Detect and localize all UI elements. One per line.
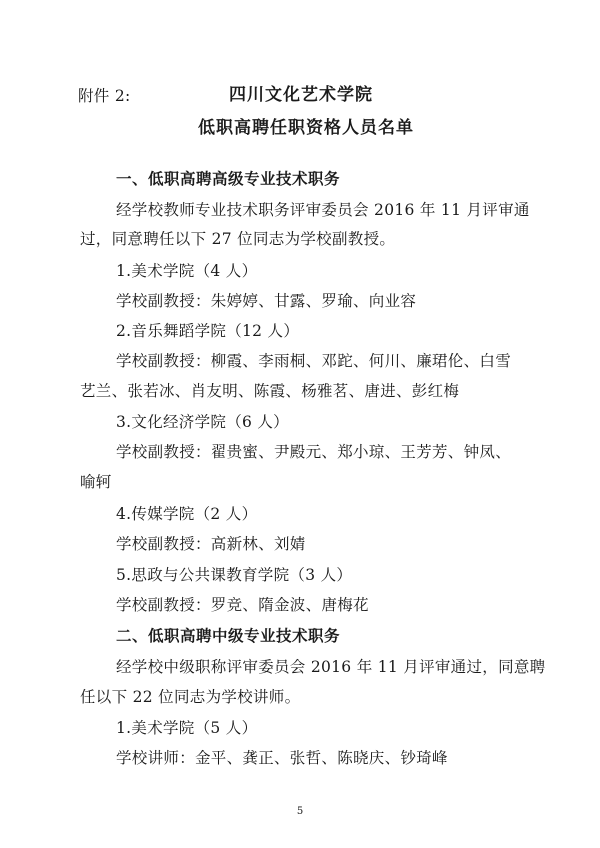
group-line: 喻轲 (80, 473, 112, 491)
group-heading: 5.思政与公共课教育学院（3 人） (116, 566, 353, 584)
group-heading: 1.美术学院（4 人） (116, 262, 258, 280)
group-heading: 1.美术学院（5 人） (116, 719, 258, 737)
group-line: 学校副教授：高新林、刘婧 (116, 535, 306, 553)
section1-heading: 一、低职高聘高级专业技术职务 (116, 170, 341, 188)
section1-intro-line1: 经学校教师专业技术职务评审委员会 2016 年 11 月评审通 (116, 201, 530, 219)
group-heading: 3.文化经济学院（6 人） (116, 413, 289, 431)
group-line: 学校副教授：罗竞、隋金波、唐梅花 (116, 596, 369, 614)
section2-intro-line1: 经学校中级职称评审委员会 2016 年 11 月评审通过，同意聘 (116, 658, 546, 676)
section2-intro-line2: 任以下 22 位同志为学校讲师。 (80, 688, 301, 706)
page-number: 5 (296, 806, 304, 817)
group-line: 学校副教授：翟贵蜜、尹殿元、郑小琼、王芳芳、钟凤、 (116, 443, 512, 461)
group-line: 学校副教授：柳霞、李雨桐、邓跎、何川、廉珺伦、白雪 (116, 352, 512, 370)
group-line: 学校讲师：金平、龚正、张哲、陈晓庆、钞琦峰 (116, 749, 448, 767)
document-title: 四川文化艺术学院 (229, 85, 373, 105)
group-heading: 4.传媒学院（2 人） (116, 505, 258, 523)
document-subtitle: 低职高聘任职资格人员名单 (198, 118, 414, 138)
attachment-label: 附件 2: (78, 87, 131, 105)
group-heading: 2.音乐舞蹈学院（12 人） (116, 322, 300, 340)
section1-intro-line2: 过，同意聘任以下 27 位同志为学校副教授。 (80, 230, 396, 248)
group-line: 艺兰、张若冰、肖友明、陈霞、杨雅茗、唐进、彭红梅 (80, 382, 460, 400)
section2-heading: 二、低职高聘中级专业技术职务 (116, 627, 341, 645)
group-line: 学校副教授：朱婷婷、甘露、罗瑜、向业容 (116, 292, 417, 310)
